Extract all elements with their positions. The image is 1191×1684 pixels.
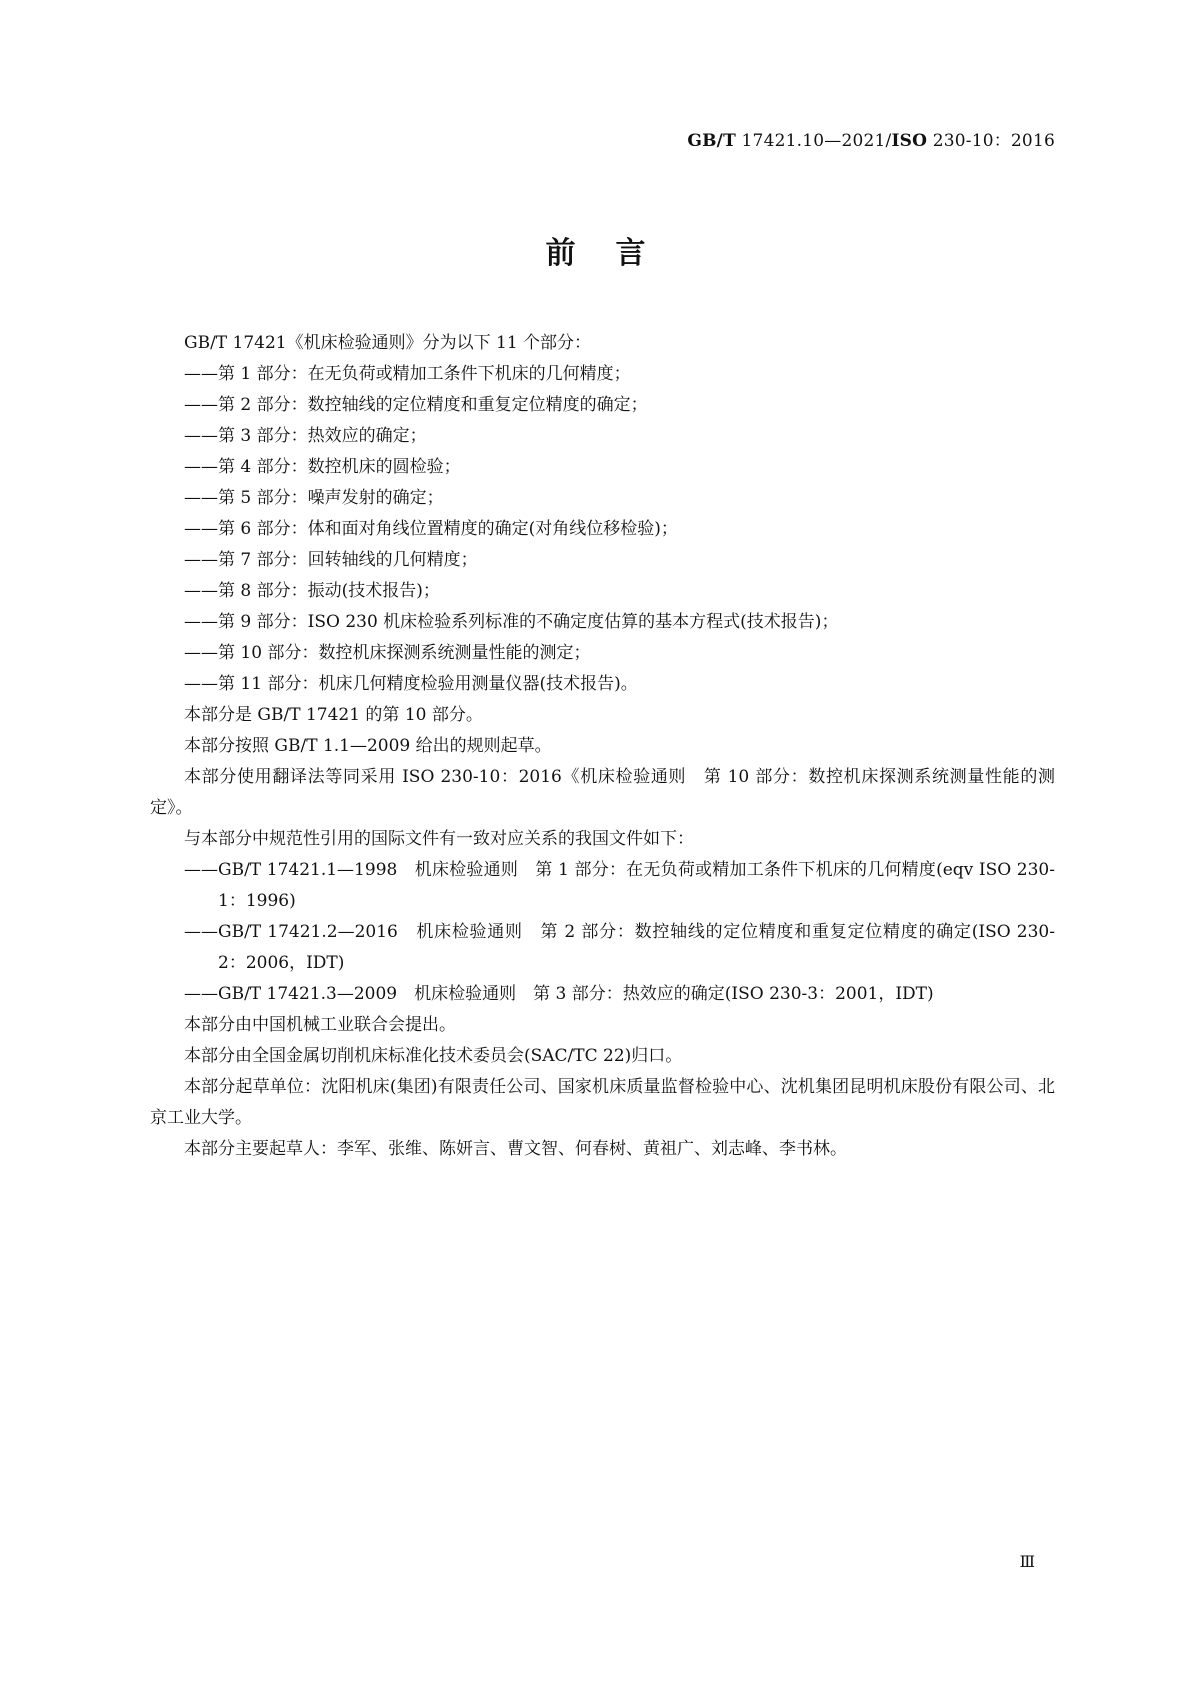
page-title: 前言	[545, 236, 686, 271]
paragraph: 本部分主要起草人：李军、张维、陈妍言、曹文智、何春树、黄祖广、刘志峰、李书林。	[184, 1139, 847, 1159]
iso-prefix: ISO	[891, 131, 928, 151]
standard-code-header	[687, 126, 1055, 151]
list-item: ——第 3 部分：热效应的确定；	[184, 426, 427, 446]
paragraph: 本部分是 GB/T 17421 的第 10 部分。	[184, 705, 483, 725]
paragraph: 本部分由中国机械工业联合会提出。	[184, 1015, 456, 1035]
iso-number: 230-10：2016	[927, 131, 1055, 151]
list-item: ——第 1 部分：在无负荷或精加工条件下机床的几何精度；	[184, 364, 631, 384]
list-item: ——第 11 部分：机床几何精度检验用测量仪器(技术报告)。	[184, 674, 638, 694]
page-number: Ⅲ	[1019, 1552, 1035, 1571]
paragraph: 本部分由全国金属切削机床标准化技术委员会(SAC/TC 22)归口。	[184, 1046, 683, 1066]
list-item: ——第 7 部分：回转轴线的几何精度；	[184, 550, 478, 570]
list-item: ——第 8 部分：振动(技术报告)；	[184, 581, 440, 601]
foreword-body	[150, 328, 1055, 1165]
paragraph: 本部分按照 GB/T 1.1—2009 给出的规则起草。	[184, 736, 552, 756]
list-item: ——第 10 部分：数控机床探测系统测量性能的测定；	[184, 643, 591, 663]
list-item: ——第 4 部分：数控机床的圆检验；	[184, 457, 461, 477]
paragraph: 与本部分中规范性引用的国际文件有一致对应关系的我国文件如下：	[184, 829, 694, 849]
list-item: ——GB/T 17421.2—2016 机床检验通则 第 2 部分：数控轴线的定位精度和重复定位精度的确定(ISO 230-2：2006，IDT)	[184, 922, 1055, 973]
std-number: 17421.10—2021/	[735, 131, 892, 151]
std-prefix: GB/T	[687, 131, 736, 151]
list-item: ——第 5 部分：噪声发射的确定；	[184, 488, 444, 508]
list-item: ——GB/T 17421.1—1998 机床检验通则 第 1 部分：在无负荷或精加工条件下机床的几何精度(eqv ISO 230-1：1996)	[184, 860, 1055, 911]
list-item: ——第 9 部分：ISO 230 机床检验系列标准的不确定度估算的基本方程式(技术报告)；	[184, 612, 839, 632]
list-item: ——GB/T 17421.3—2009 机床检验通则 第 3 部分：热效应的确定(ISO 230-3：2001，IDT)	[184, 984, 934, 1004]
paragraph: GB/T 17421《机床检验通则》分为以下 11 个部分：	[184, 333, 592, 353]
paragraph: 本部分起草单位：沈阳机床(集团)有限责任公司、国家机床质量监督检验中心、沈机集团昆明机床股份有限公司、北京工业大学。	[150, 1077, 1055, 1128]
list-item: ——第 2 部分：数控轴线的定位精度和重复定位精度的确定；	[184, 395, 648, 415]
list-item: ——第 6 部分：体和面对角线位置精度的确定(对角线位移检验)；	[184, 519, 678, 539]
paragraph: 本部分使用翻译法等同采用 ISO 230-10：2016《机床检验通则 第 10 部分：数控机床探测系统测量性能的测定》。	[150, 767, 1055, 818]
